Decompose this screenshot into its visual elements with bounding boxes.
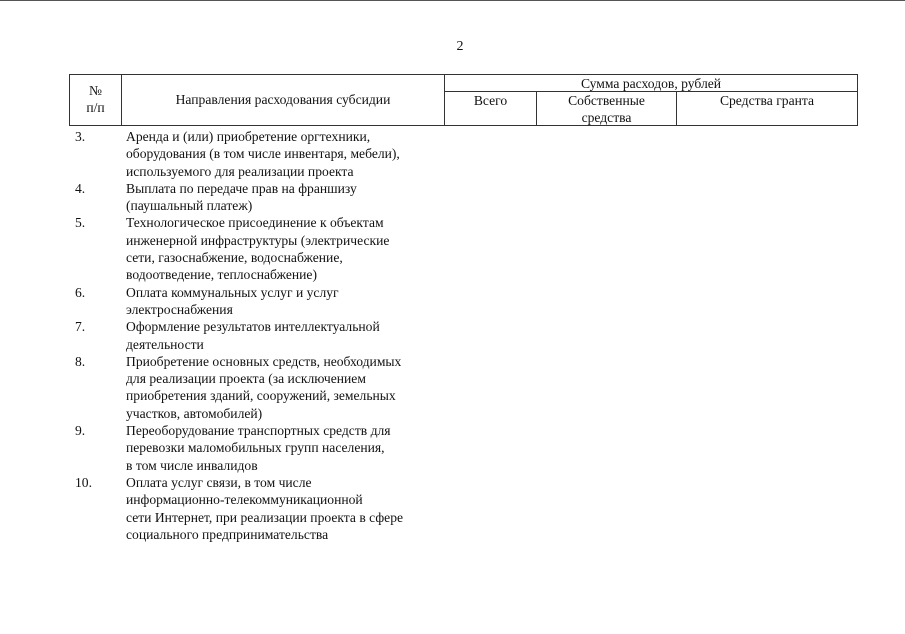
table-row	[69, 284, 449, 319]
row-text: Аренда и (или) приобретение оргтехники, оборудования (в том числе инвентаря, мебели), используемого для реализации проекта	[126, 129, 400, 179]
row-number: 4.	[75, 180, 86, 196]
table-row	[69, 128, 449, 180]
header-own-funds-label: Собственные средства	[568, 93, 645, 125]
header-grant-funds-label: Средства гранта	[719, 93, 815, 108]
table-row	[69, 474, 449, 543]
row-number: 9.	[75, 423, 86, 439]
table-row	[69, 318, 449, 353]
row-number: 8.	[75, 353, 86, 369]
header-total-label: Всего	[473, 93, 508, 108]
header-sum-label: Сумма расходов, рублей	[580, 76, 722, 91]
row-text: Оформление результатов интеллектуальной деятельности	[126, 319, 380, 352]
row-number: 3.	[75, 129, 86, 144]
row-text: Переоборудование транспортных средств для перевозки маломобильных групп населения, в том числе инвалидов	[126, 423, 391, 473]
table-row	[69, 353, 449, 422]
row-text: Оплата услуг связи, в том числе информационно-телекоммуникационной сети Интернет, при реализации проекта в сфере социального предпринимательства	[126, 474, 404, 542]
page-number: 2	[456, 39, 464, 54]
row-number: 10.	[75, 474, 92, 490]
row-number: 7.	[75, 319, 86, 335]
scan-top-edge-line	[0, 0, 905, 1]
expense-rows	[69, 128, 449, 543]
row-text: Технологическое присоединение к объектам инженерной инфраструктуры (электрические сети, газоснабжение, водоснабжение, водоотведение, теплоснабжение)	[126, 215, 390, 283]
header-border-right	[857, 74, 858, 126]
table-header	[69, 74, 858, 126]
row-text: Приобретение основных средств, необходимых для реализации проекта (за исключением приобретения зданий, сооружений, земельных участков, автомобилей)	[126, 353, 402, 421]
header-border-bottom	[69, 125, 858, 126]
row-text: Выплата по передаче прав на франшизу (паушальный платеж)	[126, 180, 357, 214]
table-row	[69, 422, 449, 474]
table-row	[69, 180, 449, 215]
header-direction-label: Направления расходования субсидии	[175, 92, 391, 107]
table-row	[69, 214, 449, 283]
row-number: 6.	[75, 284, 86, 300]
header-no-label: № п/п	[86, 83, 105, 115]
row-number: 5.	[75, 215, 86, 231]
row-text: Оплата коммунальных услуг и услуг электроснабжения	[126, 284, 339, 317]
